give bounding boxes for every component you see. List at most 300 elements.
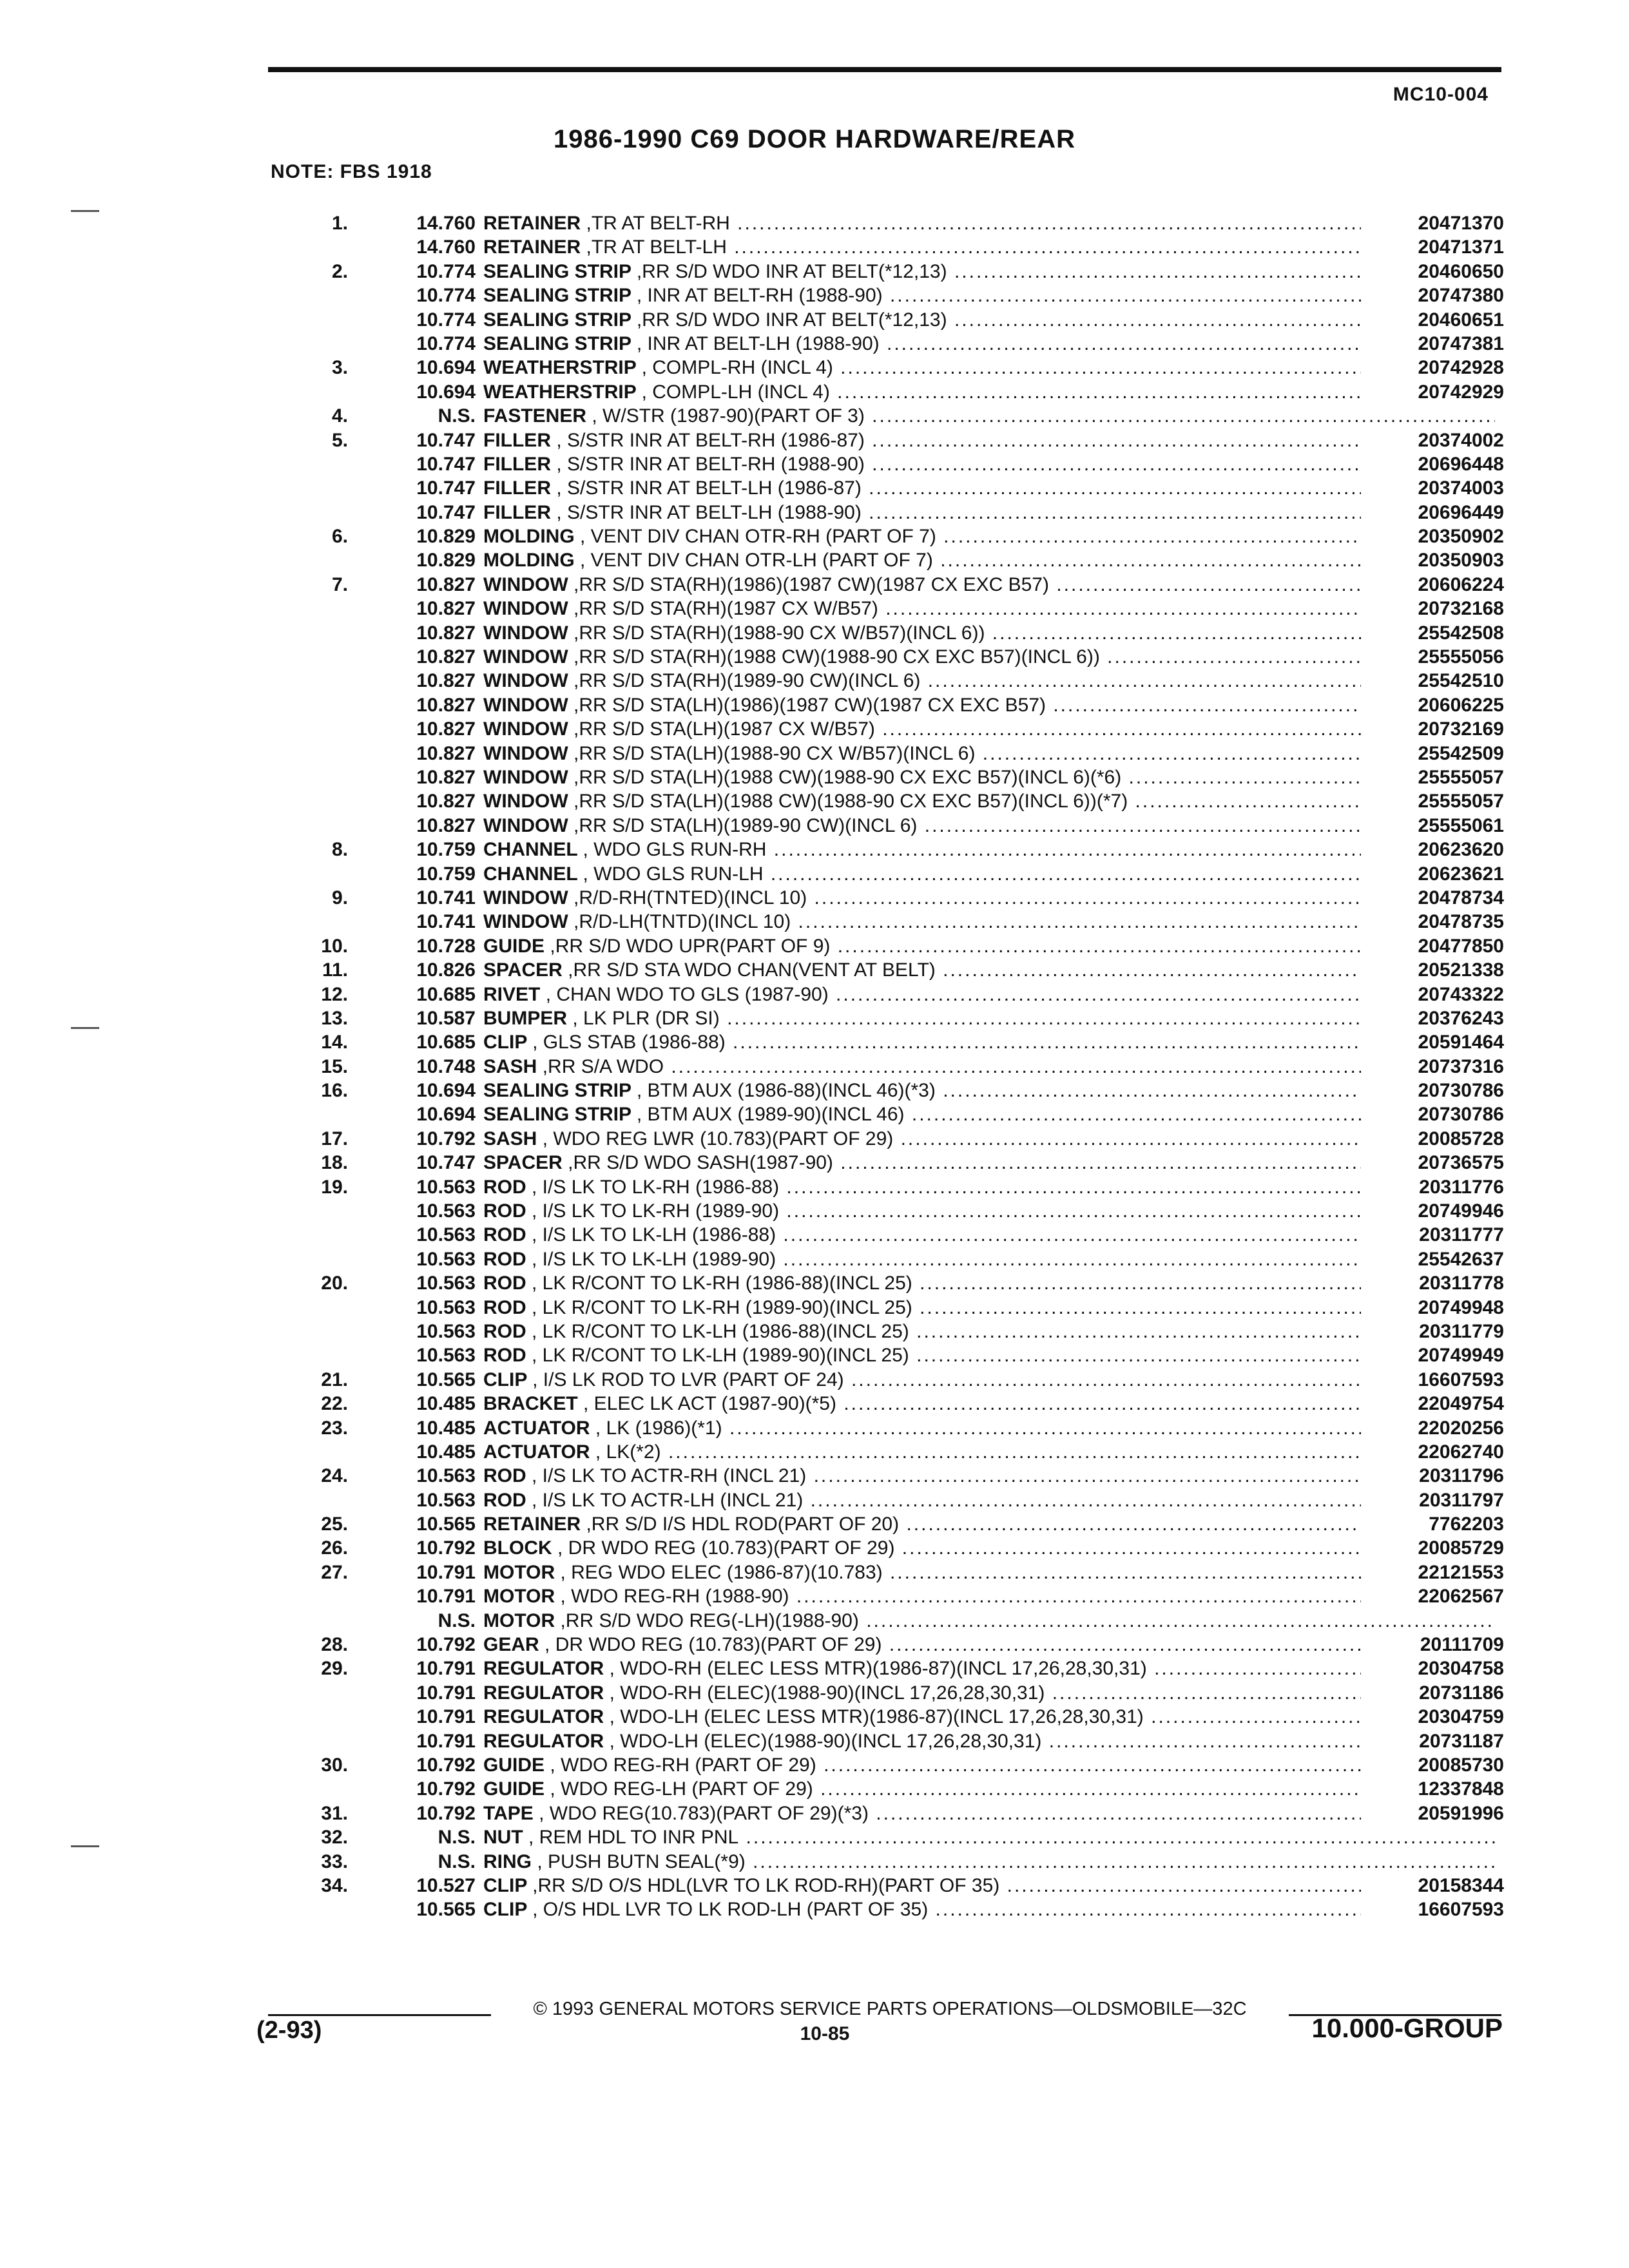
part-number: 20623621 <box>1361 862 1504 886</box>
part-number: 12337848 <box>1361 1777 1504 1801</box>
table-row <box>271 645 1504 669</box>
table-row <box>271 1512 1504 1536</box>
part-number: 20606224 <box>1361 573 1504 597</box>
group-code: 10.694 <box>416 381 476 403</box>
ref-number: 12. <box>321 983 348 1005</box>
part-description <box>483 1320 1495 1343</box>
ref-number: 34. <box>321 1874 348 1896</box>
part-detail: , BTM AUX (1989-90)(INCL 46) <box>636 1104 905 1126</box>
part-number: 20731186 <box>1361 1681 1504 1705</box>
part-description <box>483 380 1495 404</box>
ref-number: 16. <box>321 1080 348 1102</box>
part-number: 20374003 <box>1361 476 1504 500</box>
part-detail: , S/STR INR AT BELT-LH (1988-90) <box>556 501 862 523</box>
group-code: 10.774 <box>416 332 476 354</box>
part-number: 25555056 <box>1361 645 1504 669</box>
group-code: 10.563 <box>416 1489 476 1511</box>
part-description <box>483 1199 1495 1223</box>
ref-number: 7. <box>331 573 348 595</box>
part-detail: , LK (1986)(*1) <box>595 1417 722 1439</box>
table-row <box>271 1343 1504 1367</box>
part-name: CHANNEL <box>483 839 578 861</box>
ref-number: 11. <box>322 959 348 981</box>
part-description <box>483 1633 1495 1657</box>
table-row <box>271 1127 1504 1151</box>
part-detail: , S/STR INR AT BELT-LH (1986-87) <box>556 477 862 499</box>
part-number: 20623620 <box>1361 838 1504 861</box>
table-row <box>271 1657 1504 1680</box>
group-code: 10.747 <box>416 477 476 499</box>
table-row <box>271 428 1504 452</box>
part-number: 20304759 <box>1361 1705 1504 1729</box>
group-code: 10.685 <box>416 983 476 1005</box>
part-detail: , S/STR INR AT BELT-RH (1988-90) <box>556 453 865 475</box>
group-code: 10.829 <box>416 526 476 548</box>
part-detail: ,RR S/D STA(RH)(1987 CX W/B57) <box>573 598 878 620</box>
part-description <box>483 1705 1495 1729</box>
part-number: 20730786 <box>1361 1102 1504 1126</box>
part-description <box>483 1561 1495 1584</box>
table-row <box>271 356 1504 380</box>
part-number: 20478735 <box>1361 910 1504 934</box>
table-row <box>271 1777 1504 1801</box>
part-description <box>483 524 1495 548</box>
ref-number: 9. <box>331 887 348 908</box>
part-name: CHANNEL <box>483 863 578 885</box>
part-name: SASH <box>483 1128 537 1149</box>
part-description <box>483 765 1495 789</box>
part-name: CLIP <box>483 1899 527 1921</box>
part-description <box>483 1440 1495 1464</box>
table-row <box>271 380 1504 404</box>
part-detail: ,RR S/D STA(LH)(1988 CW)(1988-90 CX EXC B57)(INCL 6)(*6) <box>573 766 1122 788</box>
part-detail: ,RR S/D STA WDO CHAN(VENT AT BELT) <box>568 959 936 981</box>
part-name: ROD <box>483 1296 526 1318</box>
group-code: 10.827 <box>416 670 476 692</box>
part-name: RETAINER <box>483 236 581 258</box>
group-code: 10.791 <box>416 1561 476 1583</box>
part-number: 20085728 <box>1361 1127 1504 1151</box>
part-name: ROD <box>483 1465 526 1487</box>
table-row <box>271 332 1504 356</box>
table-row <box>271 1729 1504 1753</box>
part-detail: , VENT DIV CHAN OTR-LH (PART OF 7) <box>580 550 933 572</box>
part-number: 20749949 <box>1361 1343 1504 1367</box>
group-code: 10.829 <box>416 550 476 572</box>
part-description <box>483 452 1495 476</box>
part-number: 20374002 <box>1361 428 1504 452</box>
part-detail: , DR WDO REG (10.783)(PART OF 29) <box>545 1634 882 1656</box>
part-description <box>483 1681 1495 1705</box>
group-code: 10.728 <box>416 935 476 957</box>
table-row <box>271 573 1504 597</box>
part-detail: ,RR S/D WDO UPR(PART OF 9) <box>550 935 831 957</box>
table-row <box>271 1151 1504 1175</box>
group-code: 10.485 <box>416 1441 476 1463</box>
table-row <box>271 1488 1504 1512</box>
part-name: ROD <box>483 1200 526 1222</box>
part-detail: , LK(*2) <box>595 1441 661 1463</box>
part-description <box>483 1416 1495 1440</box>
part-description <box>483 1055 1495 1079</box>
group-code: N.S. <box>438 1850 476 1872</box>
group-code: 10.827 <box>416 766 476 788</box>
punch-mark <box>71 1845 99 1847</box>
table-row <box>271 958 1504 982</box>
part-number: 22020256 <box>1361 1416 1504 1440</box>
part-number: 20158344 <box>1361 1874 1504 1898</box>
part-description <box>483 1584 1495 1608</box>
part-description <box>483 934 1495 958</box>
part-detail: , INR AT BELT-RH (1988-90) <box>636 285 883 307</box>
part-detail: , WDO-LH (ELEC)(1988-90)(INCL 17,26,28,30,31) <box>609 1730 1042 1752</box>
part-description <box>483 260 1495 284</box>
part-name: REGULATOR <box>483 1682 604 1704</box>
group-code: 10.563 <box>416 1200 476 1222</box>
table-row <box>271 765 1504 789</box>
part-number: 20471370 <box>1361 211 1504 235</box>
part-detail: , WDO-RH (ELEC LESS MTR)(1986-87)(INCL 17,26,28,30,31) <box>609 1658 1147 1680</box>
group-code: N.S. <box>438 405 476 427</box>
table-row <box>271 597 1504 620</box>
group-code: 10.747 <box>416 453 476 475</box>
part-detail: ,RR S/D STA(LH)(1989-90 CW)(INCL 6) <box>573 814 918 836</box>
part-number: 20477850 <box>1361 934 1504 958</box>
part-name: ROD <box>483 1320 526 1342</box>
part-detail: ,TR AT BELT-RH <box>586 213 730 234</box>
table-row <box>271 1584 1504 1608</box>
group-code: 10.565 <box>416 1514 476 1535</box>
table-row <box>271 814 1504 838</box>
part-detail: , WDO-LH (ELEC LESS MTR)(1986-87)(INCL 17,26,28,30,31) <box>609 1706 1144 1728</box>
group-code: 10.694 <box>416 1104 476 1126</box>
part-description <box>483 284 1495 307</box>
part-number: 20521338 <box>1361 958 1504 982</box>
part-description <box>483 1151 1495 1175</box>
ref-number: 32. <box>321 1827 348 1849</box>
group-code: 10.827 <box>416 814 476 836</box>
table-row <box>271 1416 1504 1440</box>
group-code: 10.694 <box>416 1080 476 1102</box>
table-row <box>271 211 1504 235</box>
part-description <box>483 1102 1495 1126</box>
part-number: 20085729 <box>1361 1536 1504 1560</box>
part-detail: , LK R/CONT TO LK-RH (1989-90)(INCL 25) <box>532 1296 912 1318</box>
part-name: WINDOW <box>483 718 568 740</box>
part-detail: , I/S LK ROD TO LVR (PART OF 24) <box>532 1369 844 1390</box>
part-name: TAPE <box>483 1802 534 1824</box>
ref-number: 4. <box>331 405 348 427</box>
part-number: 22062740 <box>1361 1440 1504 1464</box>
part-name: REGULATOR <box>483 1658 604 1680</box>
part-name: NUT <box>483 1827 523 1849</box>
part-name: MOLDING <box>483 526 575 548</box>
part-description <box>483 573 1495 597</box>
part-name: WINDOW <box>483 694 568 716</box>
group-code: 10.694 <box>416 357 476 379</box>
part-name: WINDOW <box>483 887 568 908</box>
group-code: 10.747 <box>416 501 476 523</box>
part-description <box>483 476 1495 500</box>
part-number: 25555057 <box>1361 765 1504 789</box>
part-name: WINDOW <box>483 622 568 644</box>
table-row <box>271 742 1504 765</box>
ref-number: 25. <box>321 1514 348 1535</box>
ref-number: 1. <box>331 213 348 234</box>
group-code: 10.587 <box>416 1007 476 1029</box>
part-number: 20696448 <box>1361 452 1504 476</box>
part-number: 25555057 <box>1361 789 1504 813</box>
part-name: ROD <box>483 1345 526 1367</box>
part-name: FILLER <box>483 453 551 475</box>
table-row <box>271 1296 1504 1320</box>
part-name: SEALING STRIP <box>483 260 631 282</box>
part-detail: ,RR S/D STA(LH)(1988 CW)(1988-90 CX EXC B57)(INCL 6))(*7) <box>573 791 1128 812</box>
group-code: 10.685 <box>416 1032 476 1053</box>
part-name: RETAINER <box>483 213 581 234</box>
part-detail: , LK R/CONT TO LK-LH (1989-90)(INCL 25) <box>532 1345 909 1367</box>
table-row <box>271 260 1504 284</box>
part-name: SEALING STRIP <box>483 1080 631 1102</box>
part-name: BUMPER <box>483 1007 568 1029</box>
group-code: 10.741 <box>416 887 476 908</box>
table-row <box>271 235 1504 259</box>
ref-number: 14. <box>321 1032 348 1053</box>
part-name: SPACER <box>483 1152 563 1174</box>
part-number: 20350903 <box>1361 548 1504 572</box>
table-row <box>271 1633 1504 1657</box>
table-row <box>271 1320 1504 1343</box>
part-name: GEAR <box>483 1634 539 1656</box>
part-number: 20376243 <box>1361 1006 1504 1030</box>
group-code: 10.759 <box>416 839 476 861</box>
ref-number: 8. <box>331 839 348 861</box>
part-description <box>483 548 1495 572</box>
part-description <box>483 1850 1495 1874</box>
part-description <box>483 1825 1495 1849</box>
part-detail: ,RR S/D STA(RH)(1989-90 CW)(INCL 6) <box>573 670 921 692</box>
table-row <box>271 1079 1504 1102</box>
part-name: SASH <box>483 1055 537 1077</box>
group-code: 10.792 <box>416 1754 476 1776</box>
group-code: 10.485 <box>416 1417 476 1439</box>
table-row <box>271 1561 1504 1584</box>
document-code: MC10-004 <box>1393 84 1489 105</box>
group-code: 10.792 <box>416 1537 476 1559</box>
part-description <box>483 621 1495 645</box>
ref-number: 29. <box>321 1658 348 1680</box>
part-number: 20749948 <box>1361 1296 1504 1320</box>
part-description <box>483 1898 1495 1921</box>
page-title: 1986-1990 C69 DOOR HARDWARE/REAR <box>553 125 1075 153</box>
table-row <box>271 1030 1504 1054</box>
part-number: 20311796 <box>1361 1464 1504 1488</box>
part-name: WINDOW <box>483 766 568 788</box>
group-code: 10.563 <box>416 1296 476 1318</box>
part-detail: ,RR S/D STA(LH)(1988-90 CX W/B57)(INCL 6) <box>573 742 976 764</box>
part-description <box>483 862 1495 886</box>
table-row <box>271 1440 1504 1464</box>
table-row <box>271 1392 1504 1416</box>
part-description <box>483 404 1495 428</box>
part-description <box>483 1512 1495 1536</box>
part-detail: , WDO REG LWR (10.783)(PART OF 29) <box>542 1128 894 1149</box>
part-name: CLIP <box>483 1032 527 1053</box>
part-description <box>483 428 1495 452</box>
table-row <box>271 910 1504 934</box>
part-name: RETAINER <box>483 1514 581 1535</box>
ref-number: 31. <box>321 1802 348 1824</box>
part-description <box>483 1079 1495 1102</box>
part-number: 20311797 <box>1361 1488 1504 1512</box>
ref-number: 5. <box>331 429 348 451</box>
part-number: 20350902 <box>1361 524 1504 548</box>
part-description <box>483 235 1495 259</box>
table-row <box>271 1753 1504 1777</box>
part-name: GUIDE <box>483 935 545 957</box>
part-detail: , WDO-RH (ELEC)(1988-90)(INCL 17,26,28,30,31) <box>609 1682 1045 1704</box>
part-description <box>483 1464 1495 1488</box>
ref-number: 19. <box>321 1176 348 1198</box>
ref-number: 24. <box>321 1465 348 1487</box>
table-row <box>271 1825 1504 1849</box>
table-row <box>271 1223 1504 1247</box>
part-description <box>483 645 1495 669</box>
part-detail: ,RR S/D WDO SASH(1987-90) <box>568 1152 833 1174</box>
part-description <box>483 308 1495 332</box>
part-detail: ,RR S/D O/S HDL(LVR TO LK ROD-RH)(PART OF 35) <box>532 1874 1000 1896</box>
part-name: GUIDE <box>483 1754 545 1776</box>
part-detail: , LK R/CONT TO LK-RH (1986-88)(INCL 25) <box>532 1273 912 1294</box>
ref-number: 28. <box>321 1634 348 1656</box>
group-code: 10.774 <box>416 260 476 282</box>
part-number: 25542637 <box>1361 1247 1504 1271</box>
part-detail: , I/S LK TO LK-RH (1989-90) <box>532 1200 780 1222</box>
part-name: RIVET <box>483 983 541 1005</box>
part-description <box>483 1368 1495 1392</box>
part-detail: ,RR S/D STA(LH)(1987 CX W/B57) <box>573 718 875 740</box>
part-description <box>483 1729 1495 1753</box>
group-code: 10.563 <box>416 1248 476 1270</box>
page-number: 10-85 <box>800 2023 850 2044</box>
part-name: REGULATOR <box>483 1730 604 1752</box>
part-detail: , I/S LK TO ACTR-LH (INCL 21) <box>532 1489 804 1511</box>
part-number: 20085730 <box>1361 1753 1504 1777</box>
group-code: 10.563 <box>416 1465 476 1487</box>
part-name: WINDOW <box>483 646 568 668</box>
group-code: N.S. <box>438 1610 476 1631</box>
part-description <box>483 1609 1495 1633</box>
part-number: 16607593 <box>1361 1368 1504 1392</box>
part-detail: , I/S LK TO LK-RH (1986-88) <box>532 1176 780 1198</box>
part-detail: , DR WDO REG (10.783)(PART OF 29) <box>557 1537 895 1559</box>
part-detail: , VENT DIV CHAN OTR-RH (PART OF 7) <box>580 526 936 548</box>
part-name: SPACER <box>483 959 563 981</box>
part-description <box>483 1223 1495 1247</box>
table-row <box>271 789 1504 813</box>
part-detail: , BTM AUX (1986-88)(INCL 46)(*3) <box>636 1080 936 1102</box>
ref-number: 6. <box>331 526 348 548</box>
table-row <box>271 1055 1504 1079</box>
part-name: WINDOW <box>483 742 568 764</box>
group-code: 10.563 <box>416 1224 476 1246</box>
part-name: ACTUATOR <box>483 1441 590 1463</box>
part-number: 20731187 <box>1361 1729 1504 1753</box>
table-row <box>271 1464 1504 1488</box>
table-row <box>271 476 1504 500</box>
ref-number: 3. <box>331 357 348 379</box>
part-detail: , WDO GLS RUN-RH <box>583 839 767 861</box>
group-code: 10.565 <box>416 1369 476 1390</box>
part-name: RING <box>483 1850 532 1872</box>
part-detail: ,RR S/D STA(RH)(1988 CW)(1988-90 CX EXC B57)(INCL 6)) <box>573 646 1100 668</box>
group-code: 10.827 <box>416 718 476 740</box>
table-row <box>271 1850 1504 1874</box>
ref-number: 27. <box>321 1561 348 1583</box>
part-description <box>483 1247 1495 1271</box>
part-number: 20311778 <box>1361 1271 1504 1295</box>
part-description <box>483 1874 1495 1898</box>
ref-number: 21. <box>321 1369 348 1390</box>
ref-number: 23. <box>321 1417 348 1439</box>
part-description <box>483 717 1495 741</box>
part-number: 20606225 <box>1361 693 1504 717</box>
part-number: 20747381 <box>1361 332 1504 356</box>
table-row <box>271 404 1504 428</box>
part-detail: , I/S LK TO LK-LH (1989-90) <box>532 1248 776 1270</box>
punch-mark <box>71 1027 99 1029</box>
revision-date: (2-93) <box>256 2017 322 2044</box>
group-code: 10.774 <box>416 309 476 331</box>
table-row <box>271 886 1504 910</box>
part-name: WINDOW <box>483 814 568 836</box>
part-name: FILLER <box>483 501 551 523</box>
table-row <box>271 501 1504 524</box>
part-number: 20747380 <box>1361 284 1504 307</box>
table-row <box>271 1681 1504 1705</box>
table-row <box>271 1368 1504 1392</box>
part-detail: , COMPL-RH (INCL 4) <box>641 357 833 379</box>
part-name: WINDOW <box>483 573 568 595</box>
part-detail: ,RR S/D WDO INR AT BELT(*12,13) <box>636 260 947 282</box>
part-detail: ,RR S/D STA(RH)(1986)(1987 CW)(1987 CX EXC B57) <box>573 573 1049 595</box>
table-row <box>271 1874 1504 1898</box>
part-detail: , COMPL-LH (INCL 4) <box>641 381 830 403</box>
part-description <box>483 1488 1495 1512</box>
table-row <box>271 308 1504 332</box>
part-name: MOLDING <box>483 550 575 572</box>
part-number: 20737316 <box>1361 1055 1504 1079</box>
part-description <box>483 1175 1495 1199</box>
part-number: 20311777 <box>1361 1223 1504 1247</box>
table-row <box>271 1102 1504 1126</box>
ref-number: 13. <box>321 1007 348 1029</box>
part-description <box>483 1753 1495 1777</box>
part-number: 20471371 <box>1361 235 1504 259</box>
part-name: FASTENER <box>483 405 587 427</box>
part-name: SEALING STRIP <box>483 332 631 354</box>
part-name: BRACKET <box>483 1393 578 1415</box>
part-description <box>483 1006 1495 1030</box>
part-description <box>483 958 1495 982</box>
part-number: 20460650 <box>1361 260 1504 284</box>
part-number: 20732168 <box>1361 597 1504 620</box>
table-row <box>271 862 1504 886</box>
part-detail: , WDO REG-RH (PART OF 29) <box>550 1754 816 1776</box>
part-detail: , REM HDL TO INR PNL <box>528 1827 739 1849</box>
part-detail: , WDO REG-LH (PART OF 29) <box>550 1778 813 1800</box>
copyright-notice: © 1993 GENERAL MOTORS SERVICE PARTS OPERATIONS—OLDSMOBILE—32C <box>533 1999 1247 2019</box>
